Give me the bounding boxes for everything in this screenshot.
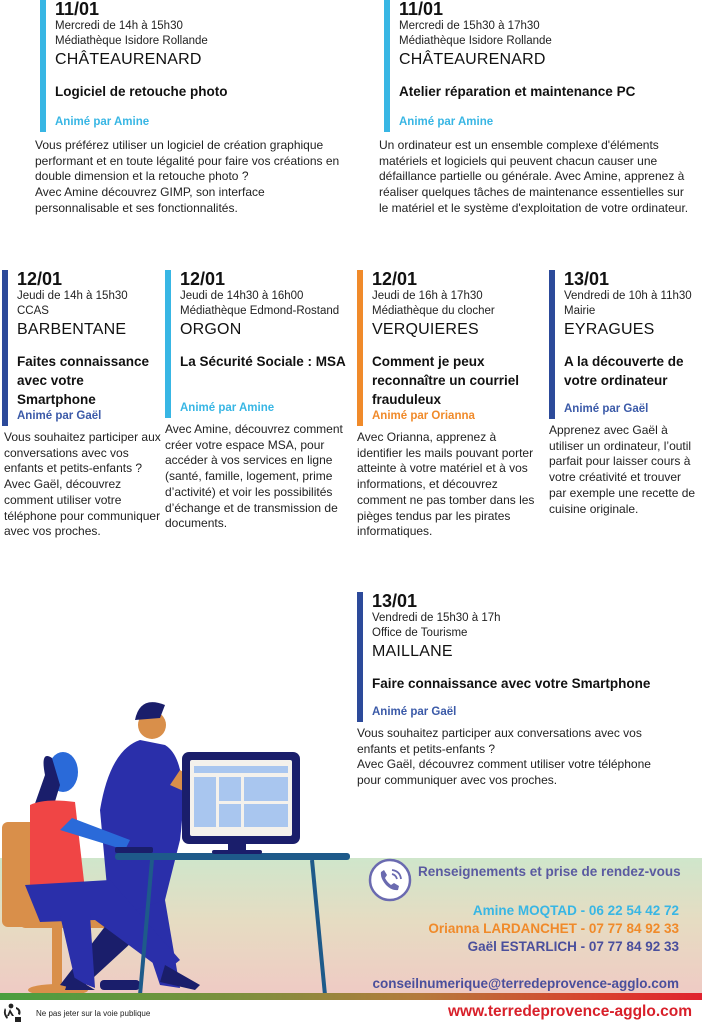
event-header xyxy=(40,0,340,132)
event-header xyxy=(384,0,694,132)
event-title: La Sécurité Sociale : MSA xyxy=(180,354,346,369)
event-title: Faites connaissance avec votre Smartphone xyxy=(17,354,150,407)
event-host: Animé par Gaël xyxy=(564,403,649,415)
event-venue: Mairie xyxy=(564,305,596,317)
littering-notice: Ne pas jeter sur la voie publique xyxy=(36,1009,151,1018)
event-time: Jeudi de 14h30 à 16h00 xyxy=(180,290,304,302)
contact-title: Renseignements et prise de rendez-vous xyxy=(418,864,681,879)
event-date: 11/01 xyxy=(399,0,444,19)
event-header xyxy=(357,270,542,426)
event-date: 12/01 xyxy=(17,269,63,289)
event-header xyxy=(549,270,699,419)
event-description: Un ordinateur est un ensemble complexe d'éléments matériels et logiciels qui peuvent chacun causer une défaillance partielle ou générale. Avec Amine, apprenez à réaliser quelques tâches de maintenance essentielles sur le matériel et le système d'exploitation de votre ordinateur. xyxy=(379,138,689,215)
contact-gael: Gaël ESTARLICH - 07 77 84 92 33 xyxy=(467,939,679,954)
event-description: Apprenez avec Gaël à utiliser un ordinateur, l’outil parfait pour laisser cours à votre créativité et trouver par exemple une recette de cuisine originale. xyxy=(549,423,696,516)
event-title: Faire connaissance avec votre Smartphone xyxy=(372,676,651,691)
event-venue: Médiathèque Edmond-Rostand xyxy=(180,305,340,317)
event-date: 13/01 xyxy=(564,269,610,289)
event-date: 11/01 xyxy=(55,0,100,19)
event-card xyxy=(357,270,542,540)
event-time: Mercredi de 14h à 15h30 xyxy=(55,20,183,32)
event-city: ORGON xyxy=(180,321,242,338)
event-host: Animé par Amine xyxy=(55,116,150,128)
event-time: Vendredi de 10h à 11h30 xyxy=(564,290,692,302)
event-time: Jeudi de 16h à 17h30 xyxy=(372,290,483,302)
event-date: 12/01 xyxy=(180,269,226,289)
phone-icon xyxy=(368,858,412,902)
event-title: A la découverte de votre ordinateur xyxy=(564,354,684,388)
contact-orianna: Orianna LARDANCHET - 07 77 84 92 33 xyxy=(428,921,679,936)
event-city: VERQUIERES xyxy=(372,321,479,338)
contact-amine: Amine MOQTAD - 06 22 54 42 72 xyxy=(472,903,679,918)
event-venue: Médiathèque Isidore Rollande xyxy=(55,35,208,47)
event-date: 12/01 xyxy=(372,269,418,289)
event-card xyxy=(379,0,694,217)
event-time: Jeudi de 14h à 15h30 xyxy=(17,290,128,302)
event-venue: Office de Tourisme xyxy=(372,627,468,639)
event-host: Animé par Amine xyxy=(180,402,275,414)
event-time: Vendredi de 15h30 à 17h xyxy=(372,612,501,624)
event-description: Vous préférez utiliser un logiciel de création graphique performant et en toute légalité pour faire vos créations en double dimension et la retouche photo ? Avec Amine découvrez GIMP, son interface personnalisable et ses fonctionnalités. xyxy=(35,138,340,215)
color-bar-divider xyxy=(0,993,702,1000)
event-description: Avec Orianna, apprenez à identifier les mails pouvant porter atteinte à votre matériel et à vos informations, et découvrez comment ne pas tomber dans les pièges tendus par les pirates informatiques. xyxy=(357,430,535,539)
event-city: EYRAGUES xyxy=(564,321,655,338)
event-description: Vous souhaitez participer aux conversations avec vos enfants et petits-enfants ? Avec Gaël, découvrez comment utiliser votre téléphone pour communiquer avec vos proches. xyxy=(4,430,161,539)
recycle-person-icon xyxy=(2,1003,24,1023)
event-title: Atelier réparation et maintenance PC xyxy=(399,84,636,99)
event-card xyxy=(549,270,699,517)
event-venue: CCAS xyxy=(17,305,49,317)
event-time: Mercredi de 15h30 à 17h30 xyxy=(399,20,540,32)
event-city: CHÂTEAURENARD xyxy=(55,51,202,68)
event-title: Comment je peux reconnaître un courriel frauduleux xyxy=(372,354,520,407)
event-title: Logiciel de retouche photo xyxy=(55,84,228,99)
event-city: CHÂTEAURENARD xyxy=(399,51,546,68)
event-venue: Médiathèque du clocher xyxy=(372,305,495,317)
event-city: BARBENTANE xyxy=(17,321,127,338)
event-host: Animé par Amine xyxy=(399,116,494,128)
event-date: 13/01 xyxy=(372,591,418,611)
event-header xyxy=(2,270,162,426)
contact-email-link[interactable]: conseilnumerique@terredeprovence-agglo.com xyxy=(372,976,679,991)
event-description: Vous souhaitez participer aux conversations avec vos enfants et petits-enfants ? Avec Gaël, découvrez comment utiliser votre téléphone pour communiquer avec vos proches. xyxy=(357,726,651,788)
website-link[interactable]: www.terredeprovence-agglo.com xyxy=(447,1003,692,1020)
event-header xyxy=(357,592,677,722)
event-card xyxy=(357,592,677,789)
event-venue: Médiathèque Isidore Rollande xyxy=(399,35,552,47)
computer-users-illustration xyxy=(0,690,360,995)
event-card xyxy=(2,270,162,540)
event-card xyxy=(165,270,350,532)
event-description: Avec Amine, découvrez comment créer votre espace MSA, pour accéder à vos services en ligne (santé, famille, logement, prime d’activité) et voir les possibilités d’échange et de transmission de documents. xyxy=(165,422,343,531)
event-host: Animé par Gaël xyxy=(372,706,457,718)
event-host: Animé par Gaël xyxy=(17,410,102,422)
event-city: MAILLANE xyxy=(372,643,453,660)
event-host: Animé par Orianna xyxy=(372,410,475,422)
event-header xyxy=(165,270,350,418)
event-card xyxy=(35,0,340,217)
